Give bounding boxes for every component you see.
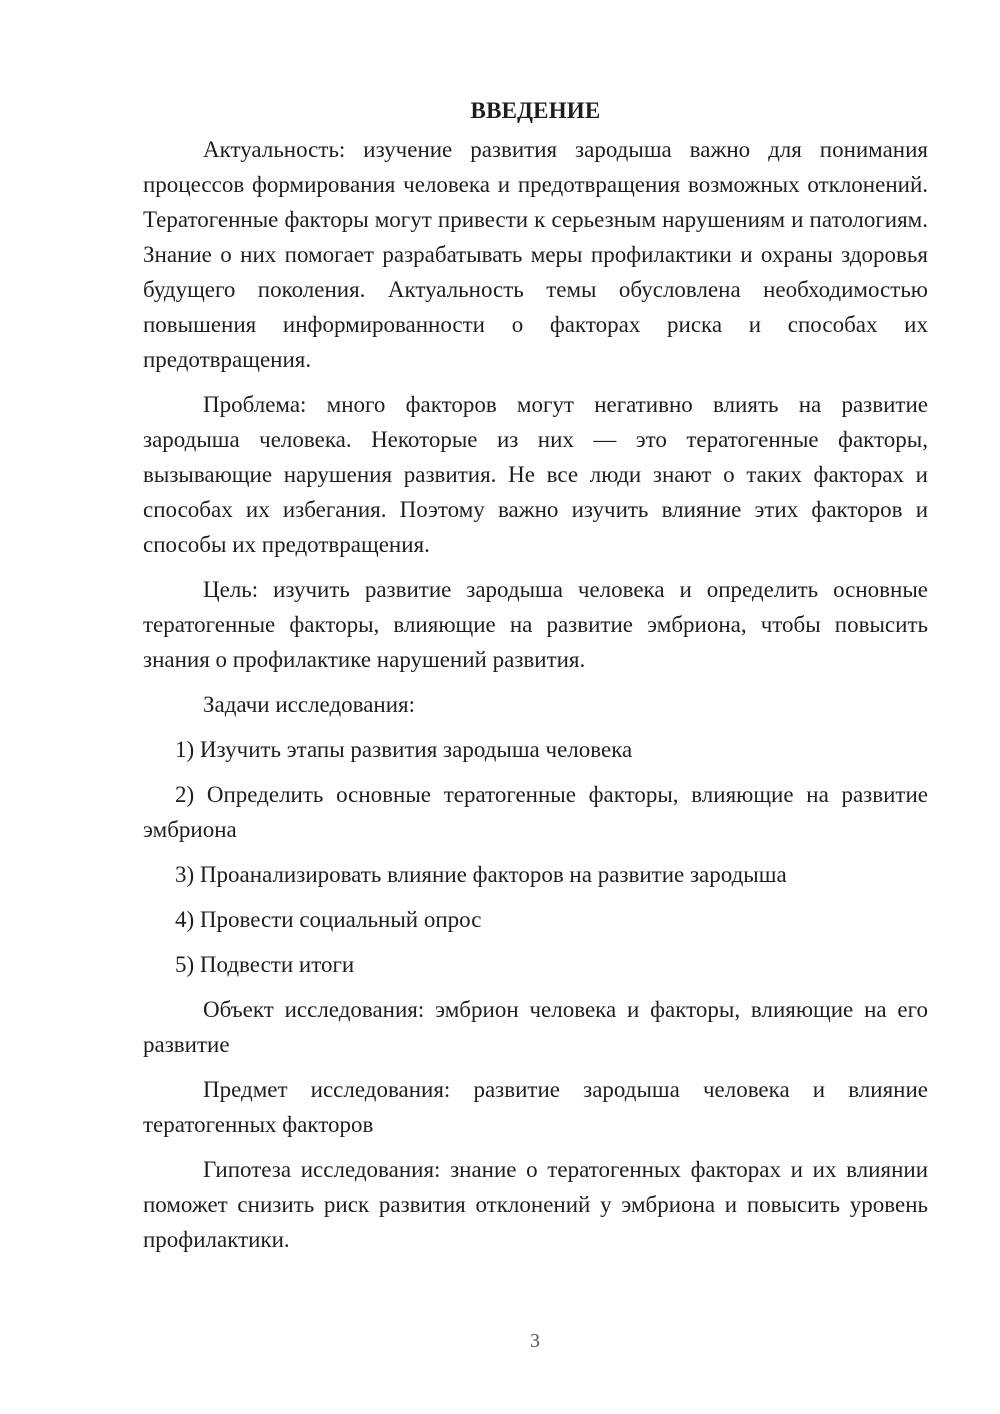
task-item-2: 2) Определить основные тератогенные факторы, влияющие на развитие эмбриона — [143, 782, 928, 842]
relevance-paragraph: Актуальность: изучение развития зародыша важно для понимания процессов формирования человека и предотвращения возможных отклонений. Тератогенные факторы могут привести к серьезным нарушениям и патологиям. Знание о них помогает разрабатывать меры профилактики и охраны здоровья будущего поколения. Актуальность темы обусловлена необходимостью повышения информированности о факторах риска и способах их предотвращения. — [143, 137, 928, 372]
page-title: ВВЕДЕНИЕ — [470, 98, 601, 123]
goal-paragraph: Цель: изучить развитие зародыша человека и определить основные тератогенные факторы, влияющие на развитие эмбриона, чтобы повысить знания о профилактике нарушений развития. — [143, 577, 928, 672]
problem-paragraph: Проблема: много факторов могут негативно влиять на развитие зародыша человека. Некоторые из них — это тератогенные факторы, вызывающие нарушения развития. Не все люди знают о таких факторах и способах их избегания. Поэтому важно изучить влияние этих факторов и способы их предотвращения. — [143, 392, 928, 557]
page-number: 3 — [530, 1330, 540, 1352]
hypothesis-paragraph: Гипотеза исследования: знание о тератогенных факторах и их влиянии поможет снизить риск развития отклонений у эмбриона и повысить уровень профилактики. — [143, 1157, 928, 1252]
object-paragraph: Объект исследования: эмбрион человека и факторы, влияющие на его развитие — [143, 997, 928, 1057]
task-item-1: 1) Изучить этапы развития зародыша человека — [175, 737, 633, 762]
task-item-3: 3) Проанализировать влияние факторов на развитие зародыша — [175, 862, 787, 887]
subject-paragraph: Предмет исследования: развитие зародыша человека и влияние тератогенных факторов — [143, 1077, 928, 1137]
task-item-5: 5) Подвести итоги — [175, 952, 355, 977]
tasks-heading: Задачи исследования: — [203, 692, 416, 717]
document-page — [143, 93, 928, 1267]
task-item-4: 4) Провести социальный опрос — [175, 907, 482, 932]
